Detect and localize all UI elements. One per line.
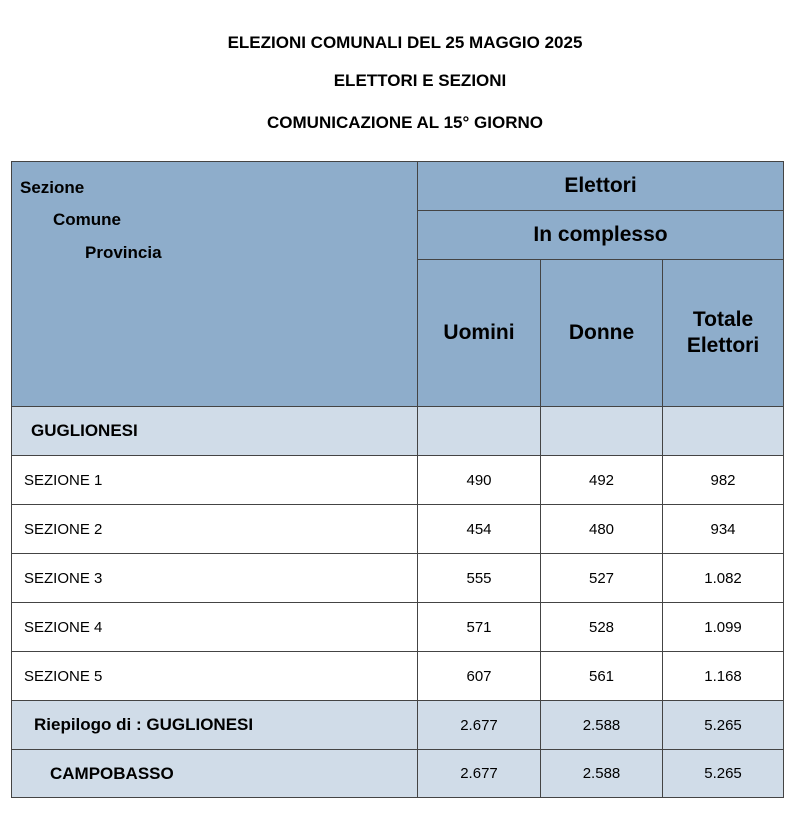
column-header-donne	[541, 260, 663, 407]
summary-value-totale: 5.265	[663, 750, 784, 798]
municipality-name: GUGLIONESI	[12, 407, 418, 456]
table-row	[12, 603, 784, 652]
summary-value-totale: 5.265	[663, 701, 784, 750]
column-header-totale	[663, 260, 784, 407]
summary-value-uomini: 2.677	[418, 701, 541, 750]
report-subtitle: ELETTORI E SEZIONI	[333, 71, 507, 90]
value-donne: 527	[541, 554, 663, 603]
column-header-uomini	[418, 260, 541, 407]
subgroup-header-complesso: In complesso	[418, 211, 784, 260]
value-totale: 934	[663, 505, 784, 554]
table-row	[12, 554, 784, 603]
empty-cell	[418, 407, 541, 456]
value-donne: 561	[541, 652, 663, 701]
summary-row-province	[12, 750, 784, 798]
report-communication: COMUNICAZIONE AL 15° GIORNO	[267, 113, 543, 132]
hierarchy-label-comune: Comune	[53, 210, 121, 229]
summary-value-donne: 2.588	[541, 701, 663, 750]
empty-cell	[541, 407, 663, 456]
section-label: SEZIONE 3	[12, 554, 418, 603]
section-label: SEZIONE 2	[12, 505, 418, 554]
value-uomini: 607	[418, 652, 541, 701]
value-totale: 1.099	[663, 603, 784, 652]
value-totale: 982	[663, 456, 784, 505]
column-header-totale-line1: Totale	[692, 308, 754, 331]
column-header-totale-line2: Elettori	[686, 334, 760, 357]
section-label: SEZIONE 1	[12, 456, 418, 505]
electors-table	[11, 161, 784, 798]
column-header-uomini-line1: Uomini	[443, 321, 515, 344]
value-uomini: 571	[418, 603, 541, 652]
value-totale: 1.168	[663, 652, 784, 701]
summary-value-uomini: 2.677	[418, 750, 541, 798]
municipality-row	[12, 407, 784, 456]
table-row	[12, 505, 784, 554]
summary-municipality-label: Riepilogo di : GUGLIONESI	[12, 701, 418, 750]
value-donne: 480	[541, 505, 663, 554]
hierarchy-header-cell	[12, 162, 418, 407]
table-row	[12, 456, 784, 505]
value-totale: 1.082	[663, 554, 784, 603]
table-row	[12, 652, 784, 701]
value-uomini: 454	[418, 505, 541, 554]
value-uomini: 555	[418, 554, 541, 603]
report-title: ELEZIONI COMUNALI DEL 25 MAGGIO 2025	[227, 33, 583, 52]
column-header-donne-line1: Donne	[568, 321, 635, 344]
value-donne: 528	[541, 603, 663, 652]
group-header-elettori: Elettori	[418, 162, 784, 211]
section-label: SEZIONE 5	[12, 652, 418, 701]
value-uomini: 490	[418, 456, 541, 505]
section-label: SEZIONE 4	[12, 603, 418, 652]
summary-value-donne: 2.588	[541, 750, 663, 798]
hierarchy-label-provincia: Provincia	[85, 243, 162, 262]
empty-cell	[663, 407, 784, 456]
summary-province-label: CAMPOBASSO	[12, 750, 418, 798]
value-donne: 492	[541, 456, 663, 505]
summary-row-municipality	[12, 701, 784, 750]
hierarchy-label-sezione: Sezione	[20, 178, 85, 197]
